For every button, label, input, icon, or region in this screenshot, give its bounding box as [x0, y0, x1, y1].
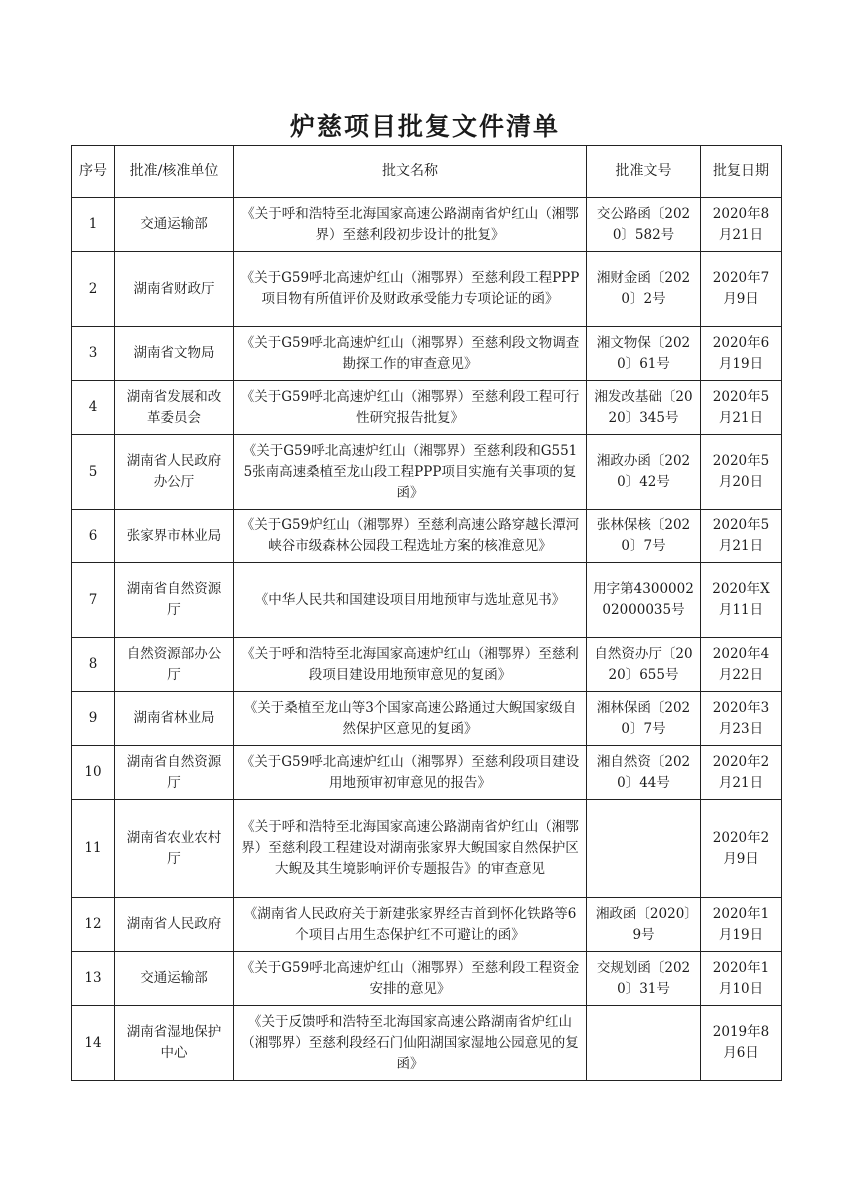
cell-unit: 湖南省农业农村厅	[115, 800, 234, 898]
cell-name: 《关于反馈呼和浩特至北海国家高速公路湖南省炉红山（湘鄂界）至慈利段经石门仙阳湖国家湿地公园意见的复函》	[234, 1006, 587, 1081]
cell-unit: 交通运输部	[115, 952, 234, 1006]
table-row	[72, 510, 782, 563]
table-row	[72, 800, 782, 898]
cell-name: 《关于呼和浩特至北海国家高速公路湖南省炉红山（湘鄂界）至慈利段初步设计的批复》	[234, 198, 587, 252]
cell-date: 2020年1月10日	[701, 952, 782, 1006]
table-row	[72, 746, 782, 800]
cell-name: 《关于G59呼北高速炉红山（湘鄂界）至慈利段文物调查勘探工作的审查意见》	[234, 327, 587, 381]
cell-date: 2020年2月21日	[701, 746, 782, 800]
cell-unit: 张家界市林业局	[115, 510, 234, 563]
cell-seq: 3	[72, 327, 115, 381]
cell-date: 2020年5月21日	[701, 381, 782, 435]
cell-name: 《关于G59呼北高速炉红山（湘鄂界）至慈利段工程资金安排的意见》	[234, 952, 587, 1006]
cell-ref: 张林保核〔2020〕7号	[587, 510, 701, 563]
cell-seq: 8	[72, 638, 115, 692]
table-row	[72, 198, 782, 252]
cell-ref: 湘政函〔2020〕9号	[587, 898, 701, 952]
cell-unit: 湖南省发展和改革委员会	[115, 381, 234, 435]
cell-seq: 9	[72, 692, 115, 746]
cell-unit: 湖南省湿地保护中心	[115, 1006, 234, 1081]
approval-documents-table	[71, 145, 782, 1081]
cell-seq: 5	[72, 435, 115, 510]
cell-ref: 交公路函〔2020〕582号	[587, 198, 701, 252]
cell-unit: 湖南省林业局	[115, 692, 234, 746]
header-ref: 批准文号	[587, 146, 701, 198]
cell-name: 《关于G59呼北高速炉红山（湘鄂界）至慈利段和G5515张南高速桑植至龙山段工程PPP项目实施有关事项的复函》	[234, 435, 587, 510]
cell-seq: 11	[72, 800, 115, 898]
cell-date: 2020年7月9日	[701, 252, 782, 327]
cell-date: 2020年4月22日	[701, 638, 782, 692]
cell-seq: 12	[72, 898, 115, 952]
table-row	[72, 563, 782, 638]
table-row	[72, 692, 782, 746]
cell-ref: 交规划函〔2020〕31号	[587, 952, 701, 1006]
cell-unit: 湖南省财政厅	[115, 252, 234, 327]
cell-date: 2020年1月19日	[701, 898, 782, 952]
cell-seq: 6	[72, 510, 115, 563]
cell-seq: 14	[72, 1006, 115, 1081]
table-row	[72, 1006, 782, 1081]
cell-ref: 用字第430000202000035号	[587, 563, 701, 638]
cell-date: 2020年8月21日	[701, 198, 782, 252]
cell-seq: 10	[72, 746, 115, 800]
cell-seq: 4	[72, 381, 115, 435]
header-name: 批文名称	[234, 146, 587, 198]
cell-name: 《关于G59呼北高速炉红山（湘鄂界）至慈利段工程PPP项目物有所值评价及财政承受能力专项论证的函》	[234, 252, 587, 327]
cell-ref: 湘政办函〔2020〕42号	[587, 435, 701, 510]
table-row	[72, 381, 782, 435]
cell-ref: 湘林保函〔2020〕7号	[587, 692, 701, 746]
cell-name: 《关于G59呼北高速炉红山（湘鄂界）至慈利段工程可行性研究报告批复》	[234, 381, 587, 435]
cell-unit: 湖南省文物局	[115, 327, 234, 381]
cell-date: 2019年8月6日	[701, 1006, 782, 1081]
table-row	[72, 952, 782, 1006]
cell-name: 《关于G59炉红山（湘鄂界）至慈利高速公路穿越长潭河峡谷市级森林公园段工程选址方案的核准意见》	[234, 510, 587, 563]
cell-seq: 1	[72, 198, 115, 252]
cell-date: 2020年X月11日	[701, 563, 782, 638]
cell-ref: 湘自然资〔2020〕44号	[587, 746, 701, 800]
table-row	[72, 252, 782, 327]
header-unit: 批准/核准单位	[115, 146, 234, 198]
cell-unit: 湖南省人民政府	[115, 898, 234, 952]
table-row	[72, 898, 782, 952]
table-header-row	[72, 146, 782, 198]
cell-ref: 湘发改基础〔2020〕345号	[587, 381, 701, 435]
cell-date: 2020年2月9日	[701, 800, 782, 898]
table-row	[72, 638, 782, 692]
cell-date: 2020年5月21日	[701, 510, 782, 563]
header-date: 批复日期	[701, 146, 782, 198]
header-seq: 序号	[72, 146, 115, 198]
cell-name: 《关于呼和浩特至北海国家高速炉红山（湘鄂界）至慈利段项目建设用地预审意见的复函》	[234, 638, 587, 692]
cell-ref: 自然资办厅〔2020〕655号	[587, 638, 701, 692]
cell-ref	[587, 800, 701, 898]
cell-ref: 湘财金函〔2020〕2号	[587, 252, 701, 327]
cell-unit: 湖南省自然资源厅	[115, 746, 234, 800]
cell-unit: 湖南省自然资源厅	[115, 563, 234, 638]
cell-unit: 交通运输部	[115, 198, 234, 252]
cell-name: 《关于G59呼北高速炉红山（湘鄂界）至慈利段项目建设用地预审初审意见的报告》	[234, 746, 587, 800]
cell-unit: 湖南省人民政府办公厅	[115, 435, 234, 510]
cell-date: 2020年5月20日	[701, 435, 782, 510]
cell-unit: 自然资源部办公厅	[115, 638, 234, 692]
cell-date: 2020年6月19日	[701, 327, 782, 381]
table-row	[72, 327, 782, 381]
table-row	[72, 435, 782, 510]
cell-name: 《湖南省人民政府关于新建张家界经吉首到怀化铁路等6个项目占用生态保护红不可避让的函》	[234, 898, 587, 952]
cell-name: 《关于呼和浩特至北海国家高速公路湖南省炉红山（湘鄂界）至慈利段工程建设对湖南张家界大鲵国家自然保护区大鲵及其生境影响评价专题报告》的审查意见	[234, 800, 587, 898]
cell-seq: 13	[72, 952, 115, 1006]
page-title: 炉慈项目批复文件清单	[289, 112, 560, 141]
cell-name: 《关于桑植至龙山等3个国家高速公路通过大鲵国家级自然保护区意见的复函》	[234, 692, 587, 746]
cell-date: 2020年3月23日	[701, 692, 782, 746]
cell-ref	[587, 1006, 701, 1081]
cell-name: 《中华人民共和国建设项目用地预审与选址意见书》	[234, 563, 587, 638]
cell-seq: 2	[72, 252, 115, 327]
cell-ref: 湘文物保〔2020〕61号	[587, 327, 701, 381]
cell-seq: 7	[72, 563, 115, 638]
